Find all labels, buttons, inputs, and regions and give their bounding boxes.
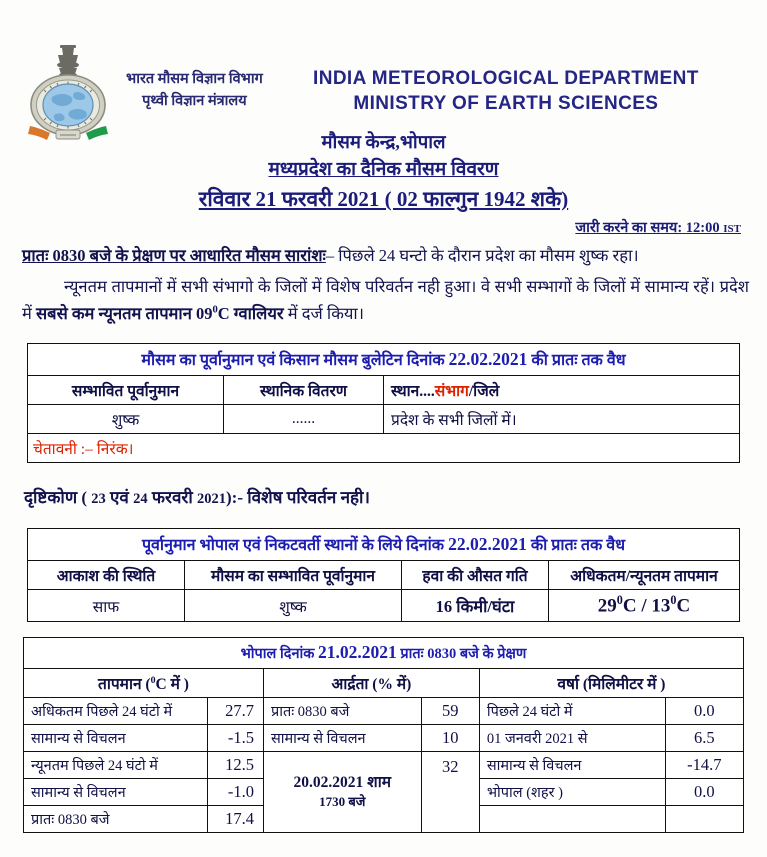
forecast-cell-distribution: ......: [224, 405, 384, 434]
forecast-col-header-prediction: सम्भावित पूर्वानुमान: [28, 376, 224, 405]
forecast-col-header-distribution: स्थानिक वितरण: [224, 376, 384, 405]
temp-max-value: 29: [597, 595, 617, 617]
summary-paragraph-1: [22, 243, 749, 270]
bulletin-date-title: [0, 184, 767, 216]
bhopal-cell-weather: शुष्क: [185, 590, 402, 621]
summary-lowest-min-temp-highlight: [36, 304, 284, 323]
table-row-title: [24, 637, 744, 668]
rain-value-blank: [665, 805, 743, 832]
temp-label-max-24h: अधिकतम पिछले 24 घंटो में: [24, 697, 208, 724]
summary-paragraph-2-part-a: न्यूनतम तापमानों में सभी संभागो के जिलों में विशेष परिवर्तन नही हुआ। वे सभी सम्भागों के जिलों में सामान्य रहें। प्रदेश में: [22, 277, 749, 323]
humidity-value-0830: 59: [421, 697, 479, 724]
summary-lowest-min-temp-text: सबसे कम न्यूनतम तापमान 09: [36, 303, 213, 323]
outlook-line: [24, 485, 767, 508]
department-name-hindi-line2: पृथ्वी विज्ञान मंत्रालय: [142, 93, 247, 110]
bhopal-cell-wind: 16 किमी/घंटा: [402, 590, 549, 621]
humidity-evening-date: 20.02.2021 शाम: [293, 773, 391, 791]
department-name-english-line2: MINISTRY OF EARTH SCIENCES: [353, 93, 659, 115]
weather-summary-section: [22, 243, 749, 327]
table-row-group-header: [24, 668, 744, 697]
rain-value-last-24h: 0.0: [665, 697, 743, 724]
bhopal-cell-temp: $29^0C / 13^0C$: [549, 590, 740, 621]
summary-paragraph-1-heading: प्रातः 0830 बजे के प्रेक्षण पर आधारित मौसम सारांशः: [22, 246, 326, 266]
table-row-warning: [28, 434, 740, 463]
bhopal-forecast-table-title: पूर्वानुमान भोपाल एवं निकटवर्ती स्थानों के लिये दिनांक 22.02.2021 की प्रातः तक वैध: [28, 529, 740, 561]
rain-label-bhopal-city: भोपाल (शहर ): [479, 778, 665, 805]
issue-time-label: जारी करने का समय:: [575, 220, 683, 237]
bhopal-col-header-weather: मौसम का सम्भावित पूर्वानुमान: [185, 561, 402, 590]
temp-label-0830: प्रातः 0830 बजे: [24, 805, 208, 832]
temp-value-0830: 17.4: [207, 805, 263, 832]
bhopal-col-header-wind: हवा की औसत गति: [402, 561, 549, 590]
issue-time-line: [0, 217, 767, 237]
observations-table-title: भोपाल दिनांक 21.02.2021 प्रातः 0830 बजे के प्रेक्षण: [24, 637, 744, 668]
page-masthead: [0, 0, 767, 122]
bhopal-observations-table: [23, 637, 744, 833]
humidity-label-departure: सामान्य से विचलन: [263, 724, 421, 751]
humidity-label-evening-1730: [263, 751, 421, 832]
forecast-bulletin-table: [27, 343, 740, 463]
humidity-evening-time: 1730 बजे: [319, 794, 366, 810]
outlook-value: विशेष परिवर्तन नही।: [247, 488, 370, 508]
bulletin-date-text: रविवार 21 फरवरी 2021 ( 02 फाल्गुन 1942 शके): [198, 186, 569, 211]
temp-value-max-24h: 27.7: [207, 697, 263, 724]
degree-superscript: 0: [212, 304, 218, 316]
department-name-hindi-line1: भारत मौसम विज्ञान विभाग: [126, 71, 263, 87]
temp-min-value: 13: [651, 595, 671, 617]
rain-value-departure: -14.7: [665, 751, 743, 778]
temp-label-min-departure: सामान्य से विचलन: [24, 778, 208, 805]
temp-value-max-departure: -1.5: [207, 724, 263, 751]
observations-group-rainfall: वर्षा (मिलिमीटर में ): [479, 668, 743, 697]
table-row: [28, 405, 740, 434]
issue-time-zone: IST: [723, 223, 741, 236]
forecast-col-header-location: स्थान....संभाग/जिले: [384, 376, 740, 405]
humidity-value-evening-1730: 32: [421, 751, 479, 832]
rain-value-since-jan1: 6.5: [665, 724, 743, 751]
rain-label-last-24h: पिछले 24 घंटो में: [479, 697, 665, 724]
forecast-warning-text: चेतावनी :– निरंक।: [28, 434, 740, 463]
summary-paragraph-1-body: – पिछले 24 घन्टो के दौरान प्रदेश का मौसम शुष्क रहा।: [325, 246, 639, 266]
outlook-label: दृष्टिकोण ( 23 एवं 24 फरवरी 2021):-: [24, 488, 243, 508]
temp-value-min-departure: -1.0: [207, 778, 263, 805]
bulletin-subject-title: [0, 156, 767, 184]
department-name-hindi: [126, 68, 263, 113]
department-name-english-line1: INDIA METEOROLOGICAL DEPARTMENT: [313, 68, 699, 89]
rain-label-since-jan1: 01 जनवरी 2021 से: [479, 724, 665, 751]
summary-paragraph-2-part-c: में दर्ज किया।: [283, 303, 364, 323]
bhopal-cell-sky: साफ: [28, 590, 185, 621]
table-row-title: [28, 529, 740, 561]
table-row-header: [28, 376, 740, 405]
summary-paragraph-2: [22, 274, 749, 327]
table-row: [24, 751, 744, 778]
humidity-value-departure: 10: [421, 724, 479, 751]
rain-value-bhopal-city: 0.0: [665, 778, 743, 805]
weather-centre-title: मौसम केन्द्र,भोपाल: [321, 133, 446, 153]
table-row-title: [28, 344, 740, 376]
department-name-english: [263, 66, 767, 116]
forecast-cell-location: प्रदेश के सभी जिलों में।: [384, 405, 740, 434]
rain-label-blank: [479, 805, 665, 832]
observations-group-temperature: तापमान ($^0$C में ): [24, 668, 264, 697]
bhopal-col-header-temp: अधिकतम/न्यूनतम तापमान: [549, 561, 740, 590]
temp-label-min-24h: न्यूनतम पिछले 24 घंटो में: [24, 751, 208, 778]
forecast-cell-prediction: शुष्क: [28, 405, 224, 434]
observations-group-humidity: आर्द्रता (% में): [263, 668, 479, 697]
table-row: [24, 724, 744, 751]
temp-value-min-24h: 12.5: [207, 751, 263, 778]
temp-label-max-departure: सामान्य से विचलन: [24, 724, 208, 751]
humidity-label-0830: प्रातः 0830 बजे: [263, 697, 421, 724]
bhopal-forecast-table: [27, 528, 740, 621]
rain-label-departure: सामान्य से विचलन: [479, 751, 665, 778]
issue-time-value: 12:00: [685, 220, 720, 237]
table-row-header: [28, 561, 740, 590]
bulletin-subject-text: मध्यप्रदेश का दैनिक मौसम विवरण: [268, 159, 499, 181]
table-row: [24, 697, 744, 724]
bulletin-title-block: [0, 130, 767, 215]
forecast-col-header-location-sambhag: संभाग: [434, 383, 469, 401]
forecast-table-title: मौसम का पूर्वानुमान एवं किसान मौसम बुलेटिन दिनांक 22.02.2021 की प्रातः तक वैध: [28, 344, 740, 376]
table-row: [28, 590, 740, 621]
bhopal-col-header-sky: आकाश की स्थिति: [28, 561, 185, 590]
imd-emblem-icon: [22, 42, 114, 146]
summary-lowest-min-temp-city: C ग्वालियर: [217, 303, 284, 323]
